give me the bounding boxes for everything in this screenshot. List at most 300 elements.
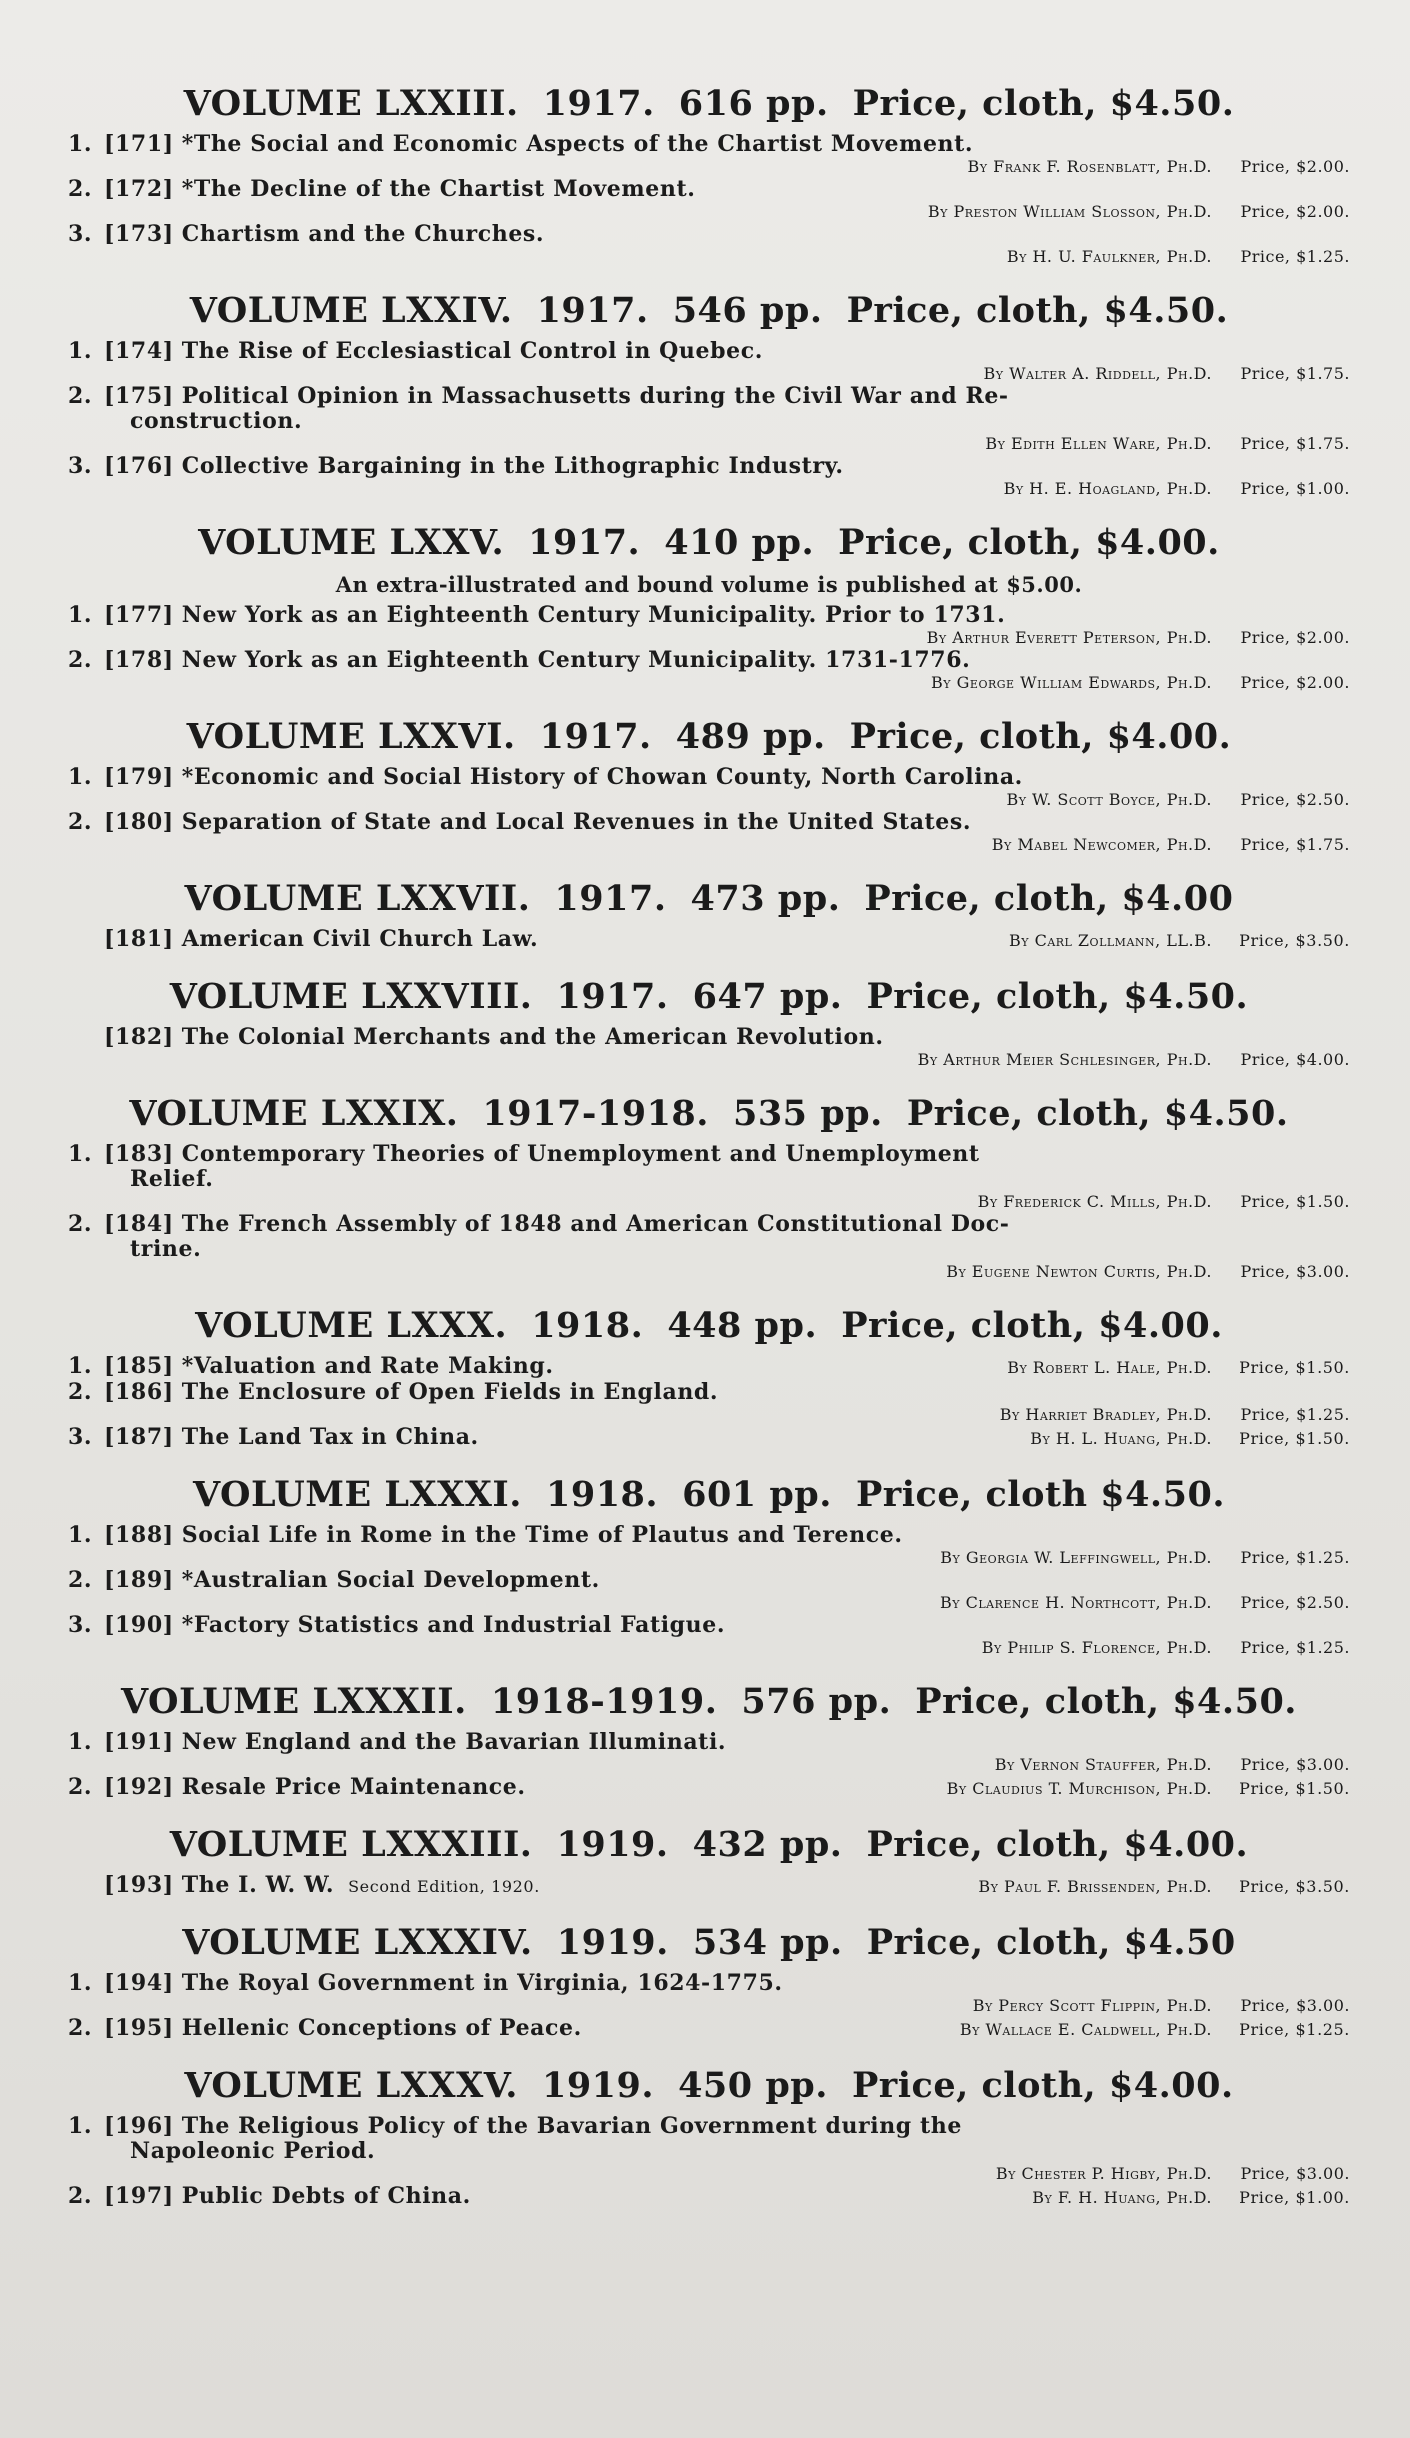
entry-title-line — [68, 1212, 1350, 1237]
volume-price: Price, cloth, $4.00. — [851, 2065, 1234, 2106]
entry-code: [186] — [104, 1379, 174, 1405]
entry-byline — [68, 1548, 1350, 1568]
volume-heading — [68, 1092, 1350, 1136]
entry-title-line — [68, 2184, 1350, 2210]
volume-volume: VOLUME LXXX. — [195, 1305, 508, 1346]
entry-byline — [68, 790, 1350, 810]
volume-price: Price, cloth, $4.50. — [915, 1681, 1297, 1722]
catalog-entry — [68, 765, 1350, 810]
volume-year: 1919. — [556, 1922, 669, 1963]
section-gap — [68, 953, 1350, 975]
entry-price: Price, $3.50. — [1239, 931, 1350, 950]
volume-volume: VOLUME LXXV. — [198, 522, 505, 563]
volume-price: Price, cloth, $4.50. — [866, 976, 1249, 1017]
entry-byline — [68, 1593, 1350, 1613]
entry-price: Price, $1.75. — [1240, 835, 1350, 854]
catalog-entry — [68, 1873, 1350, 1899]
entry-number: 1. — [68, 1729, 93, 1755]
entry-title: Social Life in Rome in the Time of Plautus and Terence. — [181, 1522, 903, 1548]
entry-title-line — [68, 454, 1350, 479]
section-gap — [68, 1451, 1350, 1473]
entry-number: 1. — [68, 1970, 93, 1996]
volume-heading — [68, 521, 1350, 565]
entry-code: [180] — [104, 809, 174, 835]
entry-title-line — [68, 1523, 1350, 1548]
entry-price: Price, $4.00. — [1240, 1050, 1350, 1069]
entry-price: Price, $1.75. — [1240, 364, 1350, 383]
entry-code: [183] — [104, 1141, 174, 1167]
entry-code: [182] — [104, 1024, 174, 1050]
entry-byline — [68, 157, 1350, 177]
volume-pages: 546 pp. — [672, 290, 823, 331]
entry-code: [192] — [104, 1774, 174, 1800]
volume-heading — [68, 82, 1350, 126]
volume-year: 1917. — [539, 716, 652, 757]
entry-title-line — [68, 810, 1350, 835]
entry-author: By Frederick C. Mills, Ph.D. — [977, 1192, 1212, 1211]
entry-number: 1. — [68, 602, 93, 628]
section-gap — [68, 693, 1350, 715]
entry-title-continuation: trine. — [130, 1236, 202, 1262]
entry-number: 1. — [68, 2113, 93, 2139]
volume-price: Price, cloth, $4.00. — [838, 522, 1220, 563]
volume-section — [68, 1680, 1350, 1801]
entry-code: [178] — [104, 647, 174, 673]
entry-title: Political Opinion in Massachusetts during the Civil War and Re- — [181, 383, 1009, 409]
catalog-entry — [68, 384, 1350, 454]
entry-author: By Paul F. Brissenden, Ph.D. — [978, 1877, 1212, 1896]
entry-code: [185] — [104, 1353, 174, 1379]
volume-heading — [68, 1473, 1350, 1517]
entry-price: Price, $3.00. — [1240, 1996, 1350, 2015]
entry-price: Price, $3.00. — [1240, 1262, 1350, 1281]
entry-author: By Walter A. Riddell, Ph.D. — [983, 364, 1212, 383]
volume-year: 1917-1918. — [482, 1093, 709, 1134]
volume-heading — [68, 1680, 1350, 1724]
catalog-entry — [68, 454, 1350, 499]
entry-title-line — [68, 132, 1350, 157]
volume-price: Price, cloth, $4.50. — [852, 83, 1235, 124]
volume-price: Price, cloth, $4.50 — [866, 1922, 1236, 1963]
entry-price: Price, $1.25. — [1240, 1405, 1350, 1424]
volume-pages: 432 pp. — [692, 1824, 843, 1865]
entry-code: [194] — [104, 1970, 174, 1996]
entry-code: [197] — [104, 2183, 174, 2209]
volume-pages: 489 pp. — [675, 716, 826, 757]
entry-title-line — [68, 1613, 1350, 1638]
section-gap — [68, 267, 1350, 289]
entry-title-line — [68, 1380, 1350, 1405]
catalog-entry — [68, 603, 1350, 648]
catalog-entry — [68, 1380, 1350, 1425]
entry-price: Price, $1.50. — [1240, 1192, 1350, 1211]
entry-title: The Religious Policy of the Bavarian Government during the — [181, 2113, 962, 2139]
entry-byline — [68, 202, 1350, 222]
entry-number: 2. — [68, 2183, 93, 2209]
catalog-entry — [68, 810, 1350, 855]
entry-price: Price, $1.50. — [1239, 1429, 1350, 1448]
catalog-entry — [68, 132, 1350, 177]
entry-price: Price, $1.00. — [1240, 479, 1350, 498]
volume-heading — [68, 289, 1350, 333]
volume-year: 1919. — [541, 2065, 655, 2106]
entry-title-line — [68, 2114, 1350, 2139]
entry-title-line — [68, 927, 1350, 953]
volume-heading — [68, 1823, 1350, 1867]
catalog-entry — [68, 1568, 1350, 1613]
entry-byline — [68, 673, 1350, 693]
entry-author: By Vernon Stauffer, Ph.D. — [994, 1755, 1212, 1774]
entry-author: By Wallace E. Caldwell, Ph.D. — [959, 2020, 1212, 2039]
entry-price: Price, $3.00. — [1240, 2164, 1350, 2183]
volume-year: 1918. — [545, 1474, 659, 1515]
volume-year: 1917. — [528, 522, 641, 563]
entry-title: American Civil Church Law. — [181, 926, 539, 952]
entry-price: Price, $3.50. — [1239, 1877, 1350, 1896]
entry-title-line — [68, 1730, 1350, 1755]
entry-byline — [68, 1755, 1350, 1775]
catalog-entry — [68, 1971, 1350, 2016]
entry-title-line — [68, 1354, 1350, 1380]
volume-volume: VOLUME LXXXIV. — [182, 1922, 533, 1963]
entry-price: Price, $2.50. — [1240, 1593, 1350, 1612]
entry-title-line — [68, 765, 1350, 790]
volume-section — [68, 715, 1350, 855]
entry-number: 1. — [68, 1141, 93, 1167]
volume-pages: 535 pp. — [732, 1093, 883, 1134]
entry-author: By Preston William Slosson, Ph.D. — [927, 202, 1212, 221]
entry-byline — [68, 364, 1350, 384]
entry-price: Price, $1.75. — [1240, 434, 1350, 453]
entry-title-line — [68, 1971, 1350, 1996]
volume-price: Price, cloth, $4.00. — [849, 716, 1232, 757]
entry-title: *Valuation and Rate Making. — [181, 1353, 554, 1379]
volume-volume: VOLUME LXXVII. — [184, 878, 531, 919]
entry-author: By Georgia W. Leffingwell, Ph.D. — [940, 1548, 1212, 1567]
section-gap — [68, 2042, 1350, 2064]
entry-author: By Robert L. Hale, Ph.D. — [1007, 1358, 1212, 1377]
volume-pages: 601 pp. — [682, 1474, 832, 1515]
volume-section — [68, 2064, 1350, 2210]
entry-title: Resale Price Maintenance. — [181, 1774, 526, 1800]
volume-volume: VOLUME LXXIII. — [183, 83, 519, 124]
catalog-entry — [68, 1775, 1350, 1801]
entry-byline — [68, 1050, 1350, 1070]
entry-title: The I. W. W. — [181, 1872, 335, 1898]
entry-title: The Land Tax in China. — [181, 1424, 479, 1450]
volume-volume: VOLUME LXXIV. — [189, 290, 513, 331]
entry-number: 2. — [68, 1211, 93, 1237]
entry-author: By Clarence H. Northcott, Ph.D. — [940, 1593, 1212, 1612]
volume-section — [68, 82, 1350, 267]
volume-year: 1918. — [531, 1305, 644, 1346]
catalog-entry — [68, 1523, 1350, 1568]
entry-code: [175] — [104, 383, 174, 409]
entry-title-line — [68, 648, 1350, 673]
entry-price: Price, $1.25. — [1240, 247, 1350, 266]
entry-price: Price, $1.50. — [1239, 1358, 1350, 1377]
volume-volume: VOLUME LXXXI. — [192, 1474, 522, 1515]
volume-price: Price, cloth, $4.50. — [906, 1093, 1289, 1134]
section-gap — [68, 855, 1350, 877]
entry-title-line — [68, 1142, 1350, 1167]
entry-number: 2. — [68, 647, 93, 673]
volume-section — [68, 1921, 1350, 2042]
volume-heading — [68, 877, 1350, 921]
entry-number: 1. — [68, 131, 93, 157]
entry-author: By Frank F. Rosenblatt, Ph.D. — [967, 157, 1212, 176]
entry-author: By Mabel Newcomer, Ph.D. — [991, 835, 1212, 854]
entry-title: *Australian Social Development. — [181, 1567, 600, 1593]
volume-heading — [68, 1921, 1350, 1965]
entry-author: By Claudius T. Murchison, Ph.D. — [946, 1779, 1212, 1798]
entry-title: The French Assembly of 1848 and American Constitutional Doc- — [181, 1211, 1010, 1237]
entry-code: [176] — [104, 453, 174, 479]
catalog-entry — [68, 1730, 1350, 1775]
entry-number: 3. — [68, 1424, 93, 1450]
volume-volume: VOLUME LXXXIII. — [169, 1824, 533, 1865]
catalog-entry — [68, 2184, 1350, 2210]
entry-price: Price, $3.00. — [1240, 1755, 1350, 1774]
section-gap — [68, 1658, 1350, 1680]
entry-code: [173] — [104, 221, 174, 247]
entry-number: 3. — [68, 453, 93, 479]
volume-year: 1917. — [554, 878, 667, 919]
catalog-entry — [68, 1613, 1350, 1658]
entry-code: [172] — [104, 176, 174, 202]
volume-section — [68, 877, 1350, 953]
volume-pages: 448 pp. — [667, 1305, 818, 1346]
catalog-entry — [68, 648, 1350, 693]
entry-code: [196] — [104, 2113, 174, 2139]
volume-volume: VOLUME LXXIX. — [129, 1093, 459, 1134]
entry-price: Price, $1.25. — [1240, 1638, 1350, 1657]
entry-code: [179] — [104, 764, 174, 790]
entry-title-continuation: construction. — [130, 408, 303, 434]
entry-code: [177] — [104, 602, 174, 628]
entry-code: [174] — [104, 338, 174, 364]
catalog-entry — [68, 1425, 1350, 1451]
entry-author: By Chester P. Higby, Ph.D. — [995, 2164, 1212, 2183]
entry-title-line — [68, 222, 1350, 247]
volume-heading — [68, 1304, 1350, 1348]
section-gap — [68, 1070, 1350, 1092]
entry-byline — [68, 1262, 1350, 1282]
volume-pages: 534 pp. — [692, 1922, 843, 1963]
entry-title: *Factory Statistics and Industrial Fatigue. — [181, 1612, 726, 1638]
catalog-entry — [68, 1025, 1350, 1070]
entry-byline — [68, 1192, 1350, 1212]
entry-byline — [68, 1638, 1350, 1658]
entry-number: 1. — [68, 1522, 93, 1548]
entry-price: Price, $1.00. — [1239, 2188, 1350, 2207]
entry-title: *The Decline of the Chartist Movement. — [181, 176, 696, 202]
entry-title: Public Debts of China. — [181, 2183, 471, 2209]
entry-title-line — [68, 1025, 1350, 1050]
entry-byline — [68, 1405, 1350, 1425]
volume-section — [68, 289, 1350, 499]
entry-byline — [68, 628, 1350, 648]
volume-price: Price, cloth, $4.00. — [841, 1305, 1223, 1346]
volume-section — [68, 1473, 1350, 1658]
volume-price: Price, cloth, $4.00. — [866, 1824, 1249, 1865]
catalog-entry — [68, 927, 1350, 953]
entry-number: 3. — [68, 221, 93, 247]
entry-title: Chartism and the Churches. — [181, 221, 545, 247]
volume-note: An extra-illustrated and bound volume is published at $5.00. — [335, 572, 1083, 597]
entry-number: 2. — [68, 1774, 93, 1800]
entry-title-line — [68, 339, 1350, 364]
entry-code: [187] — [104, 1424, 174, 1450]
entry-title: New York as an Eighteenth Century Municipality. 1731-1776. — [181, 647, 971, 673]
entry-title: Collective Bargaining in the Lithographic Industry. — [181, 453, 844, 479]
entry-code: [189] — [104, 1567, 174, 1593]
entry-title: The Colonial Merchants and the American Revolution. — [181, 1024, 884, 1050]
volume-section — [68, 975, 1350, 1070]
entry-price: Price, $1.50. — [1239, 1779, 1350, 1798]
entry-author: By Arthur Everett Peterson, Ph.D. — [926, 628, 1212, 647]
entry-byline — [68, 479, 1350, 499]
entry-title-line — [68, 177, 1350, 202]
entry-byline — [68, 434, 1350, 454]
volume-heading — [68, 2064, 1350, 2108]
catalog-entry — [68, 2114, 1350, 2184]
entry-title-line — [68, 1425, 1350, 1451]
entry-author: By George William Edwards, Ph.D. — [931, 673, 1212, 692]
entry-title-line — [68, 1873, 1350, 1899]
entry-price: Price, $2.00. — [1240, 673, 1350, 692]
entry-code: [171] — [104, 131, 174, 157]
volume-heading — [68, 975, 1350, 1019]
entry-price: Price, $2.00. — [1240, 202, 1350, 221]
entry-title: The Royal Government in Virginia, 1624-1775. — [181, 1970, 783, 1996]
entry-title: The Enclosure of Open Fields in England. — [181, 1379, 719, 1405]
entry-price: Price, $1.25. — [1240, 1548, 1350, 1567]
entry-author: By H. E. Hoagland, Ph.D. — [1003, 479, 1212, 498]
entry-author: By Edith Ellen Ware, Ph.D. — [985, 434, 1212, 453]
entry-price: Price, $2.50. — [1240, 790, 1350, 809]
entry-author: By Philip S. Florence, Ph.D. — [981, 1638, 1212, 1657]
entry-number: 2. — [68, 383, 93, 409]
volume-heading — [68, 715, 1350, 759]
entry-title: *Economic and Social History of Chowan County, North Carolina. — [181, 764, 1023, 790]
section-gap — [68, 1282, 1350, 1304]
entry-title-line — [68, 1568, 1350, 1593]
entry-title: Contemporary Theories of Unemployment and Unemployment — [181, 1141, 980, 1167]
volume-section — [68, 521, 1350, 693]
entry-number: 2. — [68, 1567, 93, 1593]
entry-number: 2. — [68, 809, 93, 835]
entry-title: Separation of State and Local Revenues in the United States. — [181, 809, 972, 835]
entry-title: Hellenic Conceptions of Peace. — [181, 2015, 582, 2041]
entry-price: Price, $2.00. — [1240, 628, 1350, 647]
entry-title-line — [68, 2016, 1350, 2042]
entry-number: 3. — [68, 1612, 93, 1638]
volume-year: 1917. — [536, 290, 649, 331]
entry-number: 2. — [68, 1379, 93, 1405]
section-gap — [68, 1899, 1350, 1921]
volume-price: Price, cloth, $4.50. — [846, 290, 1229, 331]
catalog-entry — [68, 339, 1350, 384]
volume-volume: VOLUME LXXXV. — [184, 2065, 518, 2106]
volume-pages: 576 pp. — [741, 1681, 892, 1722]
entry-price: Price, $2.00. — [1240, 157, 1350, 176]
entry-title-continuation: Napoleonic Period. — [130, 2138, 376, 2164]
entry-byline — [68, 2164, 1350, 2184]
entry-number: 1. — [68, 338, 93, 364]
volume-section — [68, 1304, 1350, 1451]
volume-volume: VOLUME LXXVI. — [186, 716, 516, 757]
entry-title-line — [68, 1775, 1350, 1801]
entry-author: By Carl Zollmann, LL.B. — [1008, 931, 1212, 950]
entry-title-line — [68, 384, 1350, 409]
volume-pages: 647 pp. — [692, 976, 843, 1017]
catalog-entry — [68, 222, 1350, 267]
volume-pages: 410 pp. — [664, 522, 815, 563]
entry-number: 1. — [68, 1353, 93, 1379]
catalog-entry — [68, 1212, 1350, 1282]
entry-byline — [68, 1996, 1350, 2016]
volume-volume: VOLUME LXXXII. — [120, 1681, 467, 1722]
volume-year: 1917. — [556, 976, 669, 1017]
entry-code: [181] — [104, 926, 174, 952]
entry-title: *The Social and Economic Aspects of the Chartist Movement. — [181, 131, 974, 157]
entry-number: 1. — [68, 764, 93, 790]
entry-author: By H. U. Faulkner, Ph.D. — [1006, 247, 1212, 266]
entry-author: By Eugene Newton Curtis, Ph.D. — [946, 1262, 1212, 1281]
entry-code: [195] — [104, 2015, 174, 2041]
volume-pages: 450 pp. — [678, 2065, 828, 2106]
entry-author: By F. H. Huang, Ph.D. — [1032, 2188, 1212, 2207]
entry-number: 2. — [68, 2015, 93, 2041]
entry-code: [184] — [104, 1211, 174, 1237]
entry-code: [193] — [104, 1872, 174, 1898]
entry-title: New England and the Bavarian Illuminati. — [181, 1729, 727, 1755]
section-gap — [68, 499, 1350, 521]
entry-number: 2. — [68, 176, 93, 202]
volume-price: Price, cloth $4.50. — [855, 1474, 1226, 1515]
entry-code: [188] — [104, 1522, 174, 1548]
entry-author: By W. Scott Boyce, Ph.D. — [1006, 790, 1212, 809]
volume-year: 1919. — [556, 1824, 669, 1865]
entry-author: By Percy Scott Flippin, Ph.D. — [972, 1996, 1212, 2015]
volume-year: 1918-1919. — [490, 1681, 718, 1722]
catalog-entry — [68, 1354, 1350, 1380]
entry-code: [190] — [104, 1612, 174, 1638]
catalog-entry — [68, 1142, 1350, 1212]
entry-edition: Second Edition, 1920. — [348, 1877, 540, 1896]
entry-author: By H. L. Huang, Ph.D. — [1030, 1429, 1212, 1448]
entry-code: [191] — [104, 1729, 174, 1755]
entry-price: Price, $1.25. — [1239, 2020, 1350, 2039]
entry-title: New York as an Eighteenth Century Municipality. Prior to 1731. — [181, 602, 1006, 628]
volume-volume: VOLUME LXXVIII. — [169, 976, 533, 1017]
entry-author: By Arthur Meier Schlesinger, Ph.D. — [917, 1050, 1212, 1069]
entry-byline — [68, 835, 1350, 855]
entry-byline — [68, 247, 1350, 267]
volume-price: Price, cloth, $4.00 — [864, 878, 1234, 919]
entry-title: The Rise of Ecclesiastical Control in Quebec. — [181, 338, 763, 364]
entry-author: By Harriet Bradley, Ph.D. — [999, 1405, 1212, 1424]
entry-title-line — [68, 603, 1350, 628]
volume-pages: 616 pp. — [678, 83, 829, 124]
volume-section — [68, 1092, 1350, 1282]
catalog-entry — [68, 2016, 1350, 2042]
volume-section — [68, 1823, 1350, 1899]
section-gap — [68, 1801, 1350, 1823]
volume-pages: 473 pp. — [690, 878, 841, 919]
entry-title-continuation: Relief. — [130, 1166, 214, 1192]
